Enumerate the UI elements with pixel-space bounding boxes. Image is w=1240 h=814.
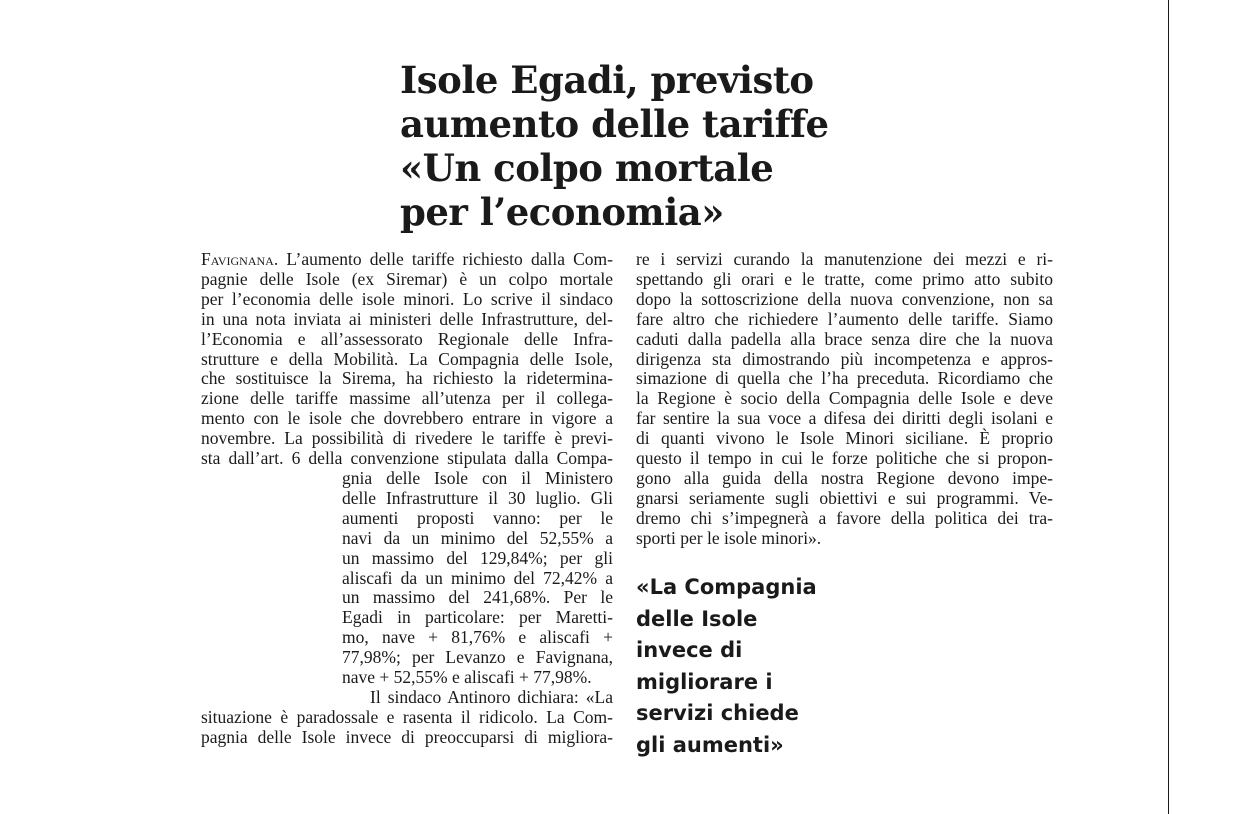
text-line: aumenti proposti vanno: per le — [342, 507, 613, 528]
dateline: Favignana. — [201, 249, 279, 269]
text-line: aliscafi da un minimo del 72,42% a — [342, 567, 613, 588]
pull-quote-line: delle Isole — [636, 606, 758, 631]
text-line: Egadi in particolare: per Maretti- — [342, 607, 613, 628]
text-line: strutture e della Mobilità. La Compagnia delle Isole, — [201, 348, 613, 369]
text-line: simazione di quella che l’ha preceduta. Ricordiamo che — [636, 368, 1053, 389]
text-line: zione delle tariffe massime all’utenza per il collega- — [201, 388, 613, 409]
text-line: un massimo del 241,68%. Per le — [342, 587, 613, 608]
text-line: nave + 52,55% e aliscafi + 77,98%. — [342, 667, 592, 688]
text-line: pagnie delle Isole (ex Siremar) è un colpo mortale — [201, 268, 613, 289]
pull-quote-line: gli aumenti» — [636, 732, 784, 757]
text-line: per l’economia delle isole minori. Lo scrive il sindaco — [201, 288, 613, 309]
text-line: sta dall’art. 6 della convenzione stipulata dalla Compa- — [201, 448, 613, 469]
text-line: in una nota inviata ai ministeri delle Infrastrutture, del- — [201, 308, 613, 329]
text-line: mo, nave + 81,76% e aliscafi + — [342, 627, 613, 648]
text-line: navi da un minimo del 52,55% a — [342, 527, 613, 548]
text-line: Il sindaco Antinoro dichiara: «La — [370, 686, 613, 707]
headline-line: aumento delle tariffe — [400, 102, 829, 146]
article-column-left — [201, 250, 613, 748]
text-line: re i servizi curando la manutenzione dei mezzi e ri- — [636, 249, 1053, 269]
text-line: di quanti vivono le Isole Minori siciliane. È proprio — [636, 428, 1053, 449]
text-line: che sostituisce la Sirema, ha richiesto la ridetermina- — [201, 368, 613, 389]
text-line: dremo chi s’impegnerà a favore della politica dei tra- — [636, 507, 1053, 528]
text-line: questo il tempo in cui le forze politiche che si propon- — [636, 448, 1053, 469]
text-line: fare altro che richiedere l’aumento delle tariffe. Siamo — [636, 308, 1053, 329]
article-column-right — [636, 250, 1053, 549]
text-line: dirigenza sta dimostrando più incompetenza e appros- — [636, 348, 1053, 369]
text-line: 77,98%; per Levanzo e Favignana, — [342, 647, 613, 668]
text-line — [201, 250, 613, 270]
page-edge-rule — [1168, 0, 1169, 814]
pull-quote — [636, 572, 856, 761]
headline-line: «Un colpo mortale — [400, 146, 774, 190]
pull-quote-line: servizi chiede — [636, 701, 799, 725]
text-line: la Regione è socio della Compagnia delle Isole e deve — [636, 388, 1053, 409]
pull-quote-line: invece di — [636, 638, 743, 662]
text-line-content: L’aumento delle tariffe richiesto dalla Com- — [278, 249, 613, 269]
pull-quote-line: «La Compagnia — [636, 575, 817, 599]
text-line: sporti per le isole minori». — [636, 527, 822, 548]
text-line: dopo la sottoscrizione della nuova convenzione, non sa — [636, 288, 1053, 309]
text-line: gnia delle Isole con il Ministero — [342, 467, 613, 488]
text-line: l’Economia e all’assessorato Regionale delle Infra- — [201, 328, 613, 349]
headline-line: per l’economia» — [400, 190, 724, 234]
text-line: novembre. La possibilità di rivedere le tariffe è previ- — [201, 428, 613, 449]
text-line: un massimo del 129,84%; per gli — [342, 547, 613, 568]
text-line: pagnia delle Isole invece di preoccuparsi di migliora- — [201, 726, 613, 747]
text-line: far sentire la sua voce a difesa dei diritti degli isolani e — [636, 408, 1053, 429]
text-line: gono alla guida della nostra Regione devono impe- — [636, 467, 1053, 488]
pull-quote-line: migliorare i — [636, 669, 773, 694]
text-line: mento con le isole che dovrebbero entrare in vigore a — [201, 408, 613, 429]
text-line: spettando gli orari e le tratte, come primo atto subito — [636, 268, 1053, 289]
text-line: delle Infrastrutture il 30 luglio. Gli — [342, 487, 613, 508]
text-line: gnarsi seriamente sugli obiettivi e sui programmi. Ve- — [636, 487, 1053, 508]
headline — [400, 58, 960, 234]
text-line: situazione è paradossale e rasenta il ridicolo. La Com- — [201, 706, 613, 727]
text-line: caduti dalla padella alla brace senza dire che la nuova — [636, 328, 1053, 349]
headline-line: Isole Egadi, previsto — [400, 58, 814, 102]
